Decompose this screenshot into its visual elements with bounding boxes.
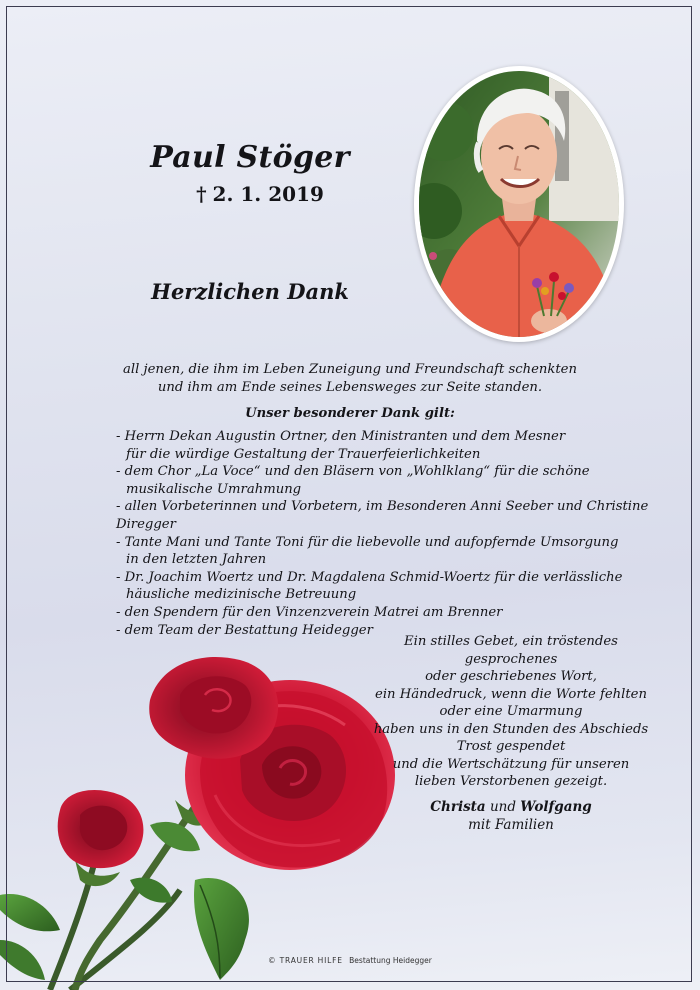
footer bbox=[0, 956, 700, 965]
list-item bbox=[116, 428, 676, 463]
signer-conjunction: und bbox=[489, 799, 516, 815]
poem-line: und die Wertschätzung für unseren bbox=[392, 756, 630, 772]
list-item bbox=[116, 498, 676, 533]
death-date-line bbox=[100, 182, 420, 206]
list-item bbox=[116, 534, 676, 569]
signers-names bbox=[356, 799, 666, 817]
poem-line: lieben Verstorbenen gezeigt. bbox=[414, 774, 608, 789]
small-rose-icon bbox=[58, 790, 144, 868]
footer-brand: © TRAUER HILFE bbox=[268, 956, 343, 965]
list-item-line: - Tante Mani und Tante Toni für die liebevolle und aufopfernde Umsorgung bbox=[116, 534, 619, 550]
poem-line: Trost gespendet bbox=[456, 739, 566, 754]
poem-line: oder eine Umarmung bbox=[439, 704, 583, 719]
leaf-icon bbox=[150, 822, 200, 851]
poem-line: oder geschriebenes Wort, bbox=[425, 669, 597, 684]
deceased-name: Paul Stöger bbox=[150, 140, 350, 175]
intro-text bbox=[100, 361, 600, 396]
thanks-heading: Herzlichen Dank bbox=[151, 279, 349, 304]
poem-line: Ein stilles Gebet, ein tröstendes gesprochenes bbox=[404, 634, 618, 667]
list-item bbox=[116, 604, 676, 622]
signer-name: Christa bbox=[430, 799, 486, 815]
list-item-line: häusliche medizinische Betreuung bbox=[126, 587, 357, 603]
intro-line: all jenen, die ihm im Leben Zuneigung und Freundschaft schenkten bbox=[123, 362, 577, 377]
list-item-line: - den Spendern für den Vinzenzverein Matrei am Brenner bbox=[116, 604, 503, 620]
medium-rose-icon bbox=[149, 657, 278, 759]
list-item-line: für die würdige Gestaltung der Trauerfeierlichkeiten bbox=[126, 446, 481, 462]
signers-family: mit Familien bbox=[468, 816, 554, 833]
portrait-photo bbox=[419, 71, 619, 337]
list-item bbox=[116, 569, 676, 604]
special-thanks-heading: Unser besonderer Dank gilt: bbox=[245, 406, 455, 421]
list-item-line: - Herrn Dekan Augustin Ortner, den Ministranten und dem Mesner bbox=[116, 429, 566, 444]
death-date: 2. 1. 2019 bbox=[212, 182, 324, 206]
portrait-frame bbox=[414, 66, 624, 342]
list-item bbox=[116, 463, 676, 498]
intro-line: und ihm am Ende seines Lebensweges zur Seite standen. bbox=[157, 379, 543, 395]
leaf-icon bbox=[0, 894, 60, 931]
poem-line: haben uns in den Stunden des Abschieds bbox=[373, 721, 649, 737]
footer-company: Bestattung Heidegger bbox=[349, 956, 432, 965]
signer-name: Wolfgang bbox=[520, 799, 592, 815]
poem-line: ein Händedruck, wenn die Worte fehlten bbox=[375, 686, 647, 702]
list-item-line: musikalische Umrahmung bbox=[126, 481, 302, 497]
cross-icon: † bbox=[196, 182, 207, 206]
poem-text bbox=[356, 633, 666, 791]
signers-block bbox=[356, 799, 666, 834]
thanks-list bbox=[116, 428, 676, 639]
list-item-line: - Dr. Joachim Woertz und Dr. Magdalena Schmid-Woertz für die verlässliche bbox=[116, 569, 623, 585]
list-item-line: - dem Chor „La Voce“ und den Bläsern von „Wohlklang“ für die schöne bbox=[116, 464, 590, 480]
list-item-line: - dem Team der Bestattung Heidegger bbox=[116, 622, 373, 638]
list-item-line: - allen Vorbeterinnen und Vorbetern, im Besonderen Anni Seeber und Christine Diregger bbox=[116, 499, 649, 532]
list-item-line: in den letzten Jahren bbox=[126, 552, 267, 568]
